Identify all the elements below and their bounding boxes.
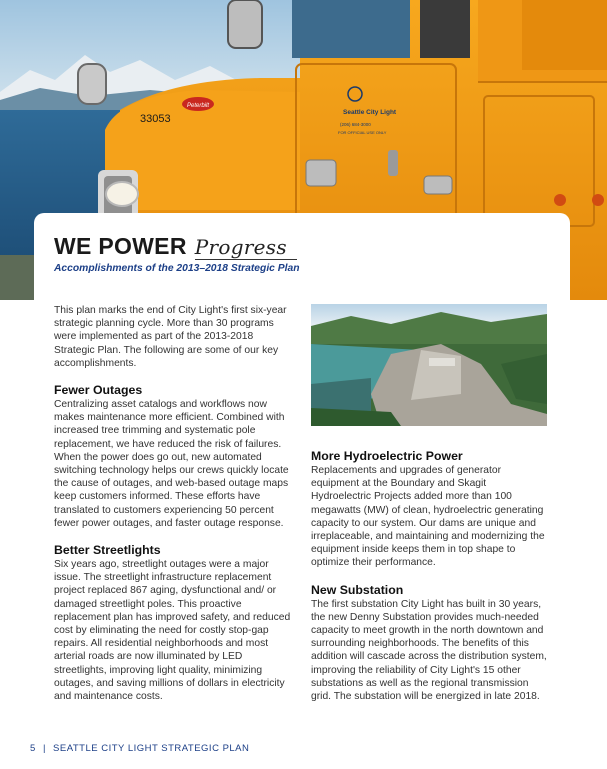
page-number: 5: [30, 743, 36, 754]
hood-badge: Peterbilt: [187, 103, 210, 109]
footer-doc-title: SEATTLE CITY LIGHT STRATEGIC PLAN: [53, 743, 250, 754]
page-title-main: WE POWER: [54, 233, 187, 259]
page-title-script: Progress: [195, 235, 297, 260]
right-column: [311, 449, 549, 703]
section-heading-streetlights: Better Streetlights: [54, 543, 161, 558]
page-footer: [30, 743, 249, 754]
section-body-hydro: Replacements and upgrades of generator equipment at the Boundary and Skagit Hydroelectric Projects added more than 100 megawatts (MW) of clean, hydroelectric generating capacity to our system. Our dams are unique and irreplaceable, and maintaining and modernizing the equipment inside keeps them in top shape to optimize their performance.: [311, 465, 545, 569]
section-body-streetlights: Six years ago, streetlight outages were a major issue. The streetlight infrastructure replacement project replaced 867 aging, dysfunctional and/ or damaged streetlight poles. This proactive replacement plan has improved safety, and reduced cost by eliminating the need for costly stop-gap repairs. All residential neighborhoods and most arterial roads are now illuminated by LED streetlights, improving light quality, minimizing outages, and saving millions of dollars in electricity and maintenance costs.: [54, 559, 291, 703]
truck-number: 33053: [140, 113, 171, 125]
section-heading-hydro: More Hydroelectric Power: [311, 449, 463, 463]
dam-photo: [311, 304, 547, 426]
section-heading-outages: Fewer Outages: [54, 383, 143, 398]
section-heading-substation: New Substation: [311, 582, 404, 597]
footer-separator: |: [42, 743, 46, 754]
door-note: FOR OFFICIAL USE ONLY: [338, 130, 387, 135]
intro-paragraph: This plan marks the end of City Light's first six-year strategic planning cycle. More than 30 programs were implemented as part of the 2013-2018 Strategic Plan. The following are some of our key accomplishments.: [54, 305, 287, 369]
page-title: [54, 233, 297, 260]
left-column: [54, 304, 294, 703]
door-logo: Seattle City Light: [343, 109, 397, 116]
section-body-substation: The first substation City Light has built in 30 years, the new Denny Substation provides much-needed capacity to meet growth in the north downtown and surrounding neighborhoods. The benefits of this addition will cascade across the distribution system, improving the reliability of City Light's 15 other substations as well as the regional transmission grid. The substation will be energized in late 2018.: [311, 598, 547, 703]
page-subtitle: Accomplishments of the 2013–2018 Strategic Plan: [54, 263, 300, 274]
section-body-outages: Centralizing asset catalogs and workflows now makes maintenance more efficient. Combined with increased tree trimming and systematic pole replacement, we have reduced the risk of failures. When the power does go out, new automated switching technology helps our crews quickly locate the cause of outages, and web-based outage maps keep customers informed. These efforts have translated to customers experiencing 50 percent fewer power outages, and faster outage response.: [54, 399, 289, 529]
door-phone: (206) 684-3000: [340, 122, 371, 127]
